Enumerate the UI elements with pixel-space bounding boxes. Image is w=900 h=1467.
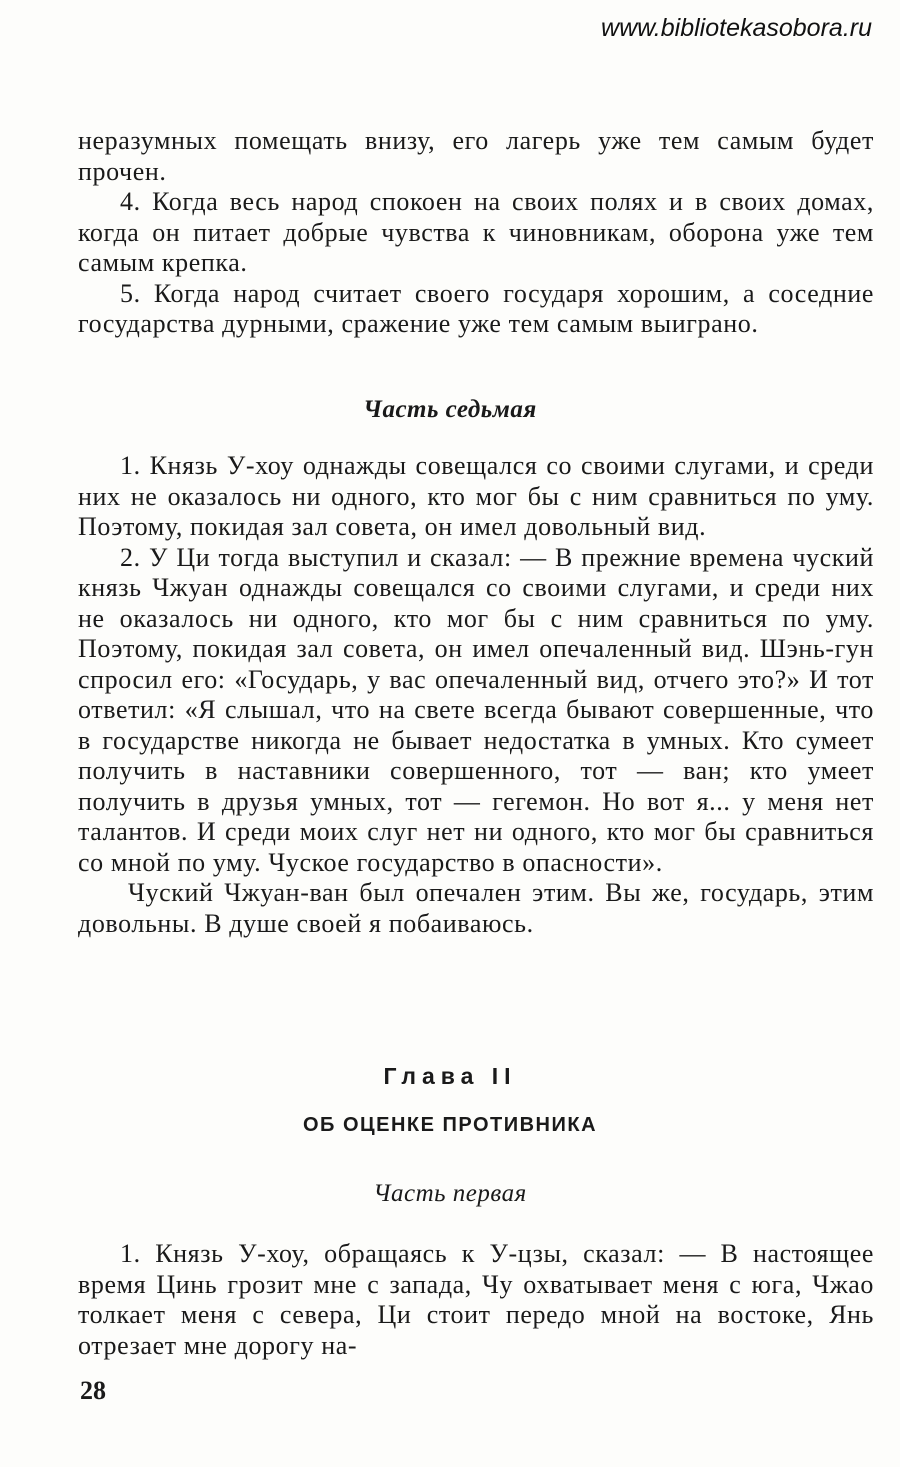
paragraph-item-1-chapter2: 1. Князь У-хоу, обращаясь к У-цзы, сказал: — В настоящее время Цинь грозит мне с запада, Чу охватывает меня с юга, Чжао толкает меня с севера, Ци стоит передо мной на востоке, Янь отрезает мне дорогу на-: [78, 1239, 874, 1360]
text-block-top: [78, 126, 874, 340]
paragraph-item-2: 2. У Ци тогда выступил и сказал: — В прежние времена чуский князь Чжуан однажды совещался со своими слугами, и среди них не оказалось ни одного, кто мог бы с ним сравниться по уму. Поэтому, покидая зал совета, он имел опечаленный вид. Шэнь-гун спросил его: «Государь, у вас опечаленный вид, отчего это?» И тот ответил: «Я слышал, что на свете всегда бывают совершенные, что в государстве никогда не бывает недостатка в умных. Кто сумеет получить в наставники совершенного, тот — ван; кто умеет получить в друзья умных, тот — гегемон. Но вот я... у меня нет талантов. И среди моих слуг нет ни одного, кто мог бы сравниться со мной по уму. Чуское государство в опасности».: [78, 542, 874, 877]
text-block-bottom: [78, 1239, 874, 1361]
paragraph-item-1: 1. Князь У-хоу однажды совещался со своими слугами, и среди них не оказалось ни одного, кто мог бы с ним сравниться по уму. Поэтому, покидая зал совета, он имел довольный вид.: [78, 451, 874, 541]
paragraph-closing: Чуский Чжуан-ван был опечален этим. Вы же, государь, этим довольны. В душе своей я побаиваюсь.: [78, 878, 874, 938]
page-number: 28: [80, 1376, 106, 1405]
section-heading-part-one: Часть первая: [373, 1180, 527, 1207]
watermark-url: www.bibliotekasobora.ru: [601, 14, 872, 42]
paragraph-item-4: 4. Когда весь народ спокоен на своих полях и в своих домах, когда он питает добрые чувства к чиновникам, оборона уже тем самым крепка.: [78, 187, 874, 277]
paragraph-item-5: 5. Когда народ считает своего государя хорошим, а соседние государства дурными, сражение уже тем самым выиграно.: [78, 278, 874, 338]
chapter-title: ОБ ОЦЕНКЕ ПРОТИВНИКА: [302, 1114, 598, 1136]
section-heading-part-seven: Часть седьмая: [363, 396, 537, 423]
text-block-middle: [78, 451, 874, 939]
paragraph-continuation: неразумных помещать внизу, его лагерь уже тем самым будет прочен.: [78, 126, 874, 186]
chapter-label: Глава II: [383, 1063, 517, 1089]
